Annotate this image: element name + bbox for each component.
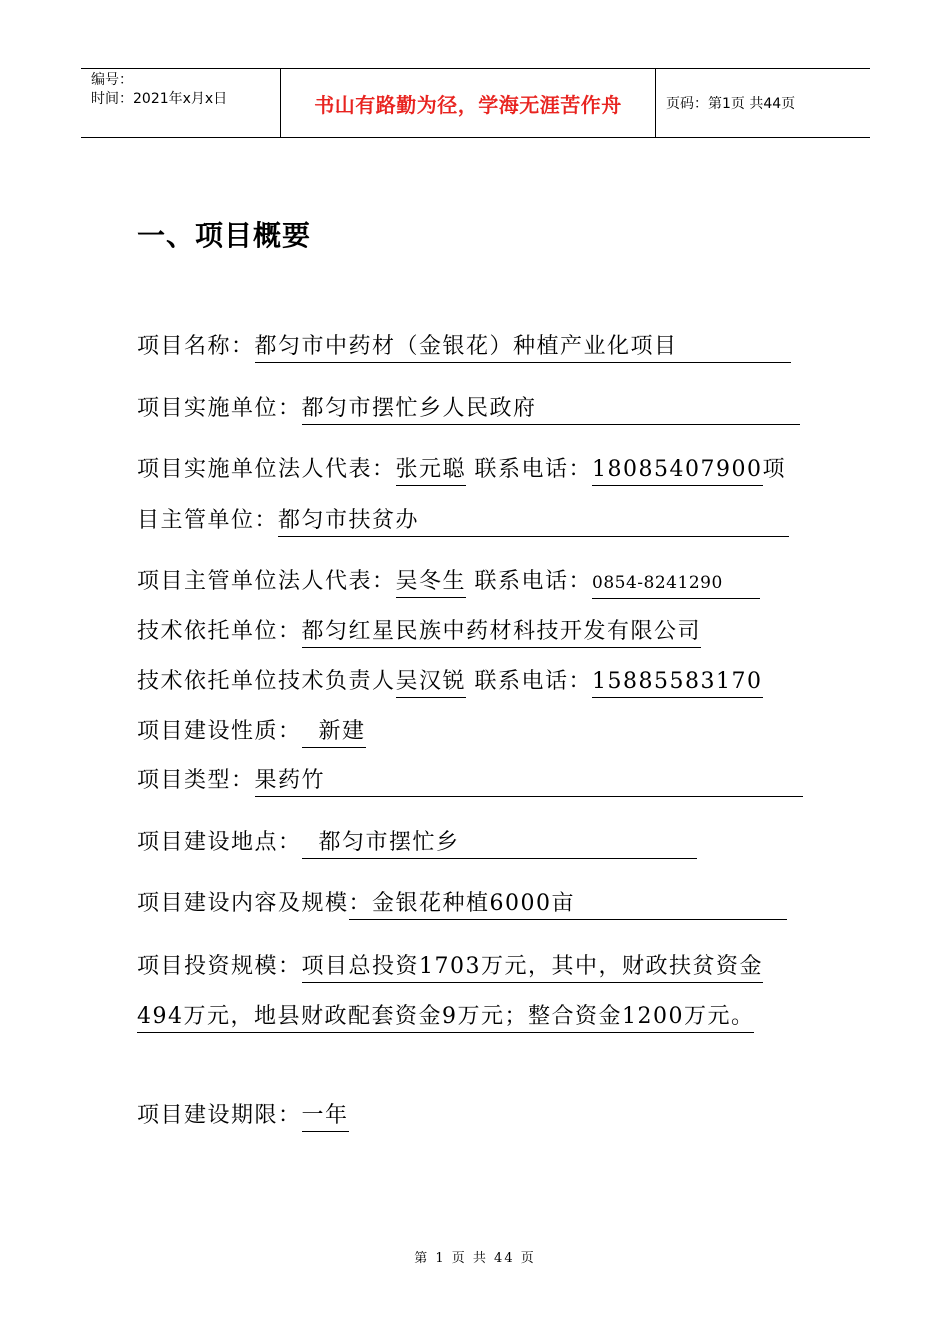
header-motto: 书山有路勤为径，学海无涯苦作舟 bbox=[281, 69, 656, 137]
tech-phone-label: 联系电话： bbox=[474, 669, 593, 694]
period-line bbox=[137, 1099, 349, 1133]
serial-label: 编号： bbox=[91, 72, 133, 88]
impl-rep-label: 项目实施单位法人代表： bbox=[137, 457, 396, 482]
location-line bbox=[137, 826, 697, 860]
content-value: ：金银花种植6000亩 bbox=[349, 889, 787, 920]
content-line bbox=[137, 887, 787, 921]
tech-lead-value: 吴汉锐 bbox=[396, 667, 467, 698]
type-line bbox=[137, 764, 803, 798]
mgmt-rep-label: 项目主管单位法人代表： bbox=[137, 569, 396, 594]
impl-rep-value: 张元聪 bbox=[396, 455, 467, 486]
page-footer: 第 1 页 共 44 页 bbox=[414, 1251, 536, 1266]
tech-unit-line bbox=[137, 615, 701, 649]
location-value: 都匀市摆忙乡 bbox=[302, 828, 697, 859]
period-label: 项目建设期限： bbox=[137, 1103, 302, 1128]
mgmt-phone-label: 联系电话： bbox=[474, 569, 593, 594]
period-value: 一年 bbox=[302, 1101, 349, 1132]
tech-lead-line bbox=[137, 665, 763, 699]
impl-unit-line bbox=[137, 392, 800, 426]
invest-value-2: 494万元，地县财政配套资金9万元；整合资金1200万元。 bbox=[137, 1002, 754, 1033]
impl-unit-label: 项目实施单位： bbox=[137, 396, 302, 421]
impl-phone-label: 联系电话： bbox=[474, 457, 593, 482]
mgmt-unit-label: 目主管单位： bbox=[137, 508, 279, 533]
mgmt-rep-line bbox=[137, 565, 760, 599]
section-title: 一、项目概要 bbox=[137, 219, 312, 252]
mgmt-rep-value: 吴冬生 bbox=[396, 567, 467, 598]
time-label: 时间：2021年x月x日 bbox=[91, 91, 228, 107]
mgmt-unit-value: 都匀市扶贫办 bbox=[278, 506, 789, 537]
tech-lead-label: 技术依托单位技术负责人 bbox=[137, 669, 396, 694]
invest-line-1 bbox=[137, 950, 763, 984]
content-label: 项目建设内容及规模 bbox=[137, 891, 349, 916]
type-value: 果药竹 bbox=[255, 766, 803, 797]
mgmt-unit-line bbox=[137, 504, 789, 538]
tech-unit-value: 都匀红星民族中药材科技开发有限公司 bbox=[302, 617, 702, 648]
impl-unit-value: 都匀市摆忙乡人民政府 bbox=[302, 394, 800, 425]
mgmt-phone-value: 0854-8241290 bbox=[592, 568, 760, 599]
location-label: 项目建设地点： bbox=[137, 830, 302, 855]
invest-label: 项目投资规模： bbox=[137, 954, 302, 979]
impl-rep-line bbox=[137, 453, 786, 487]
nature-label: 项目建设性质： bbox=[137, 719, 302, 744]
tech-phone-value: 15885583170 bbox=[592, 667, 762, 698]
invest-value-1: 项目总投资1703万元，其中，财政扶贫资金 bbox=[302, 952, 764, 983]
nature-line bbox=[137, 715, 366, 749]
invest-line-2 bbox=[137, 1000, 754, 1034]
project-name-label: 项目名称： bbox=[137, 334, 255, 359]
tech-unit-label: 技术依托单位： bbox=[137, 619, 302, 644]
project-name-line bbox=[137, 330, 791, 364]
header-meta bbox=[81, 69, 281, 137]
type-label: 项目类型： bbox=[137, 768, 255, 793]
nature-value: 新建 bbox=[302, 717, 366, 748]
project-name-value: 都匀市中药材（金银花）种植产业化项目 bbox=[255, 332, 791, 363]
impl-phone-tail: 项 bbox=[762, 457, 787, 482]
header-page-info: 页码：第1页 共44页 bbox=[666, 96, 796, 112]
impl-phone-value: 18085407900 bbox=[592, 455, 762, 486]
page-header bbox=[81, 68, 870, 138]
